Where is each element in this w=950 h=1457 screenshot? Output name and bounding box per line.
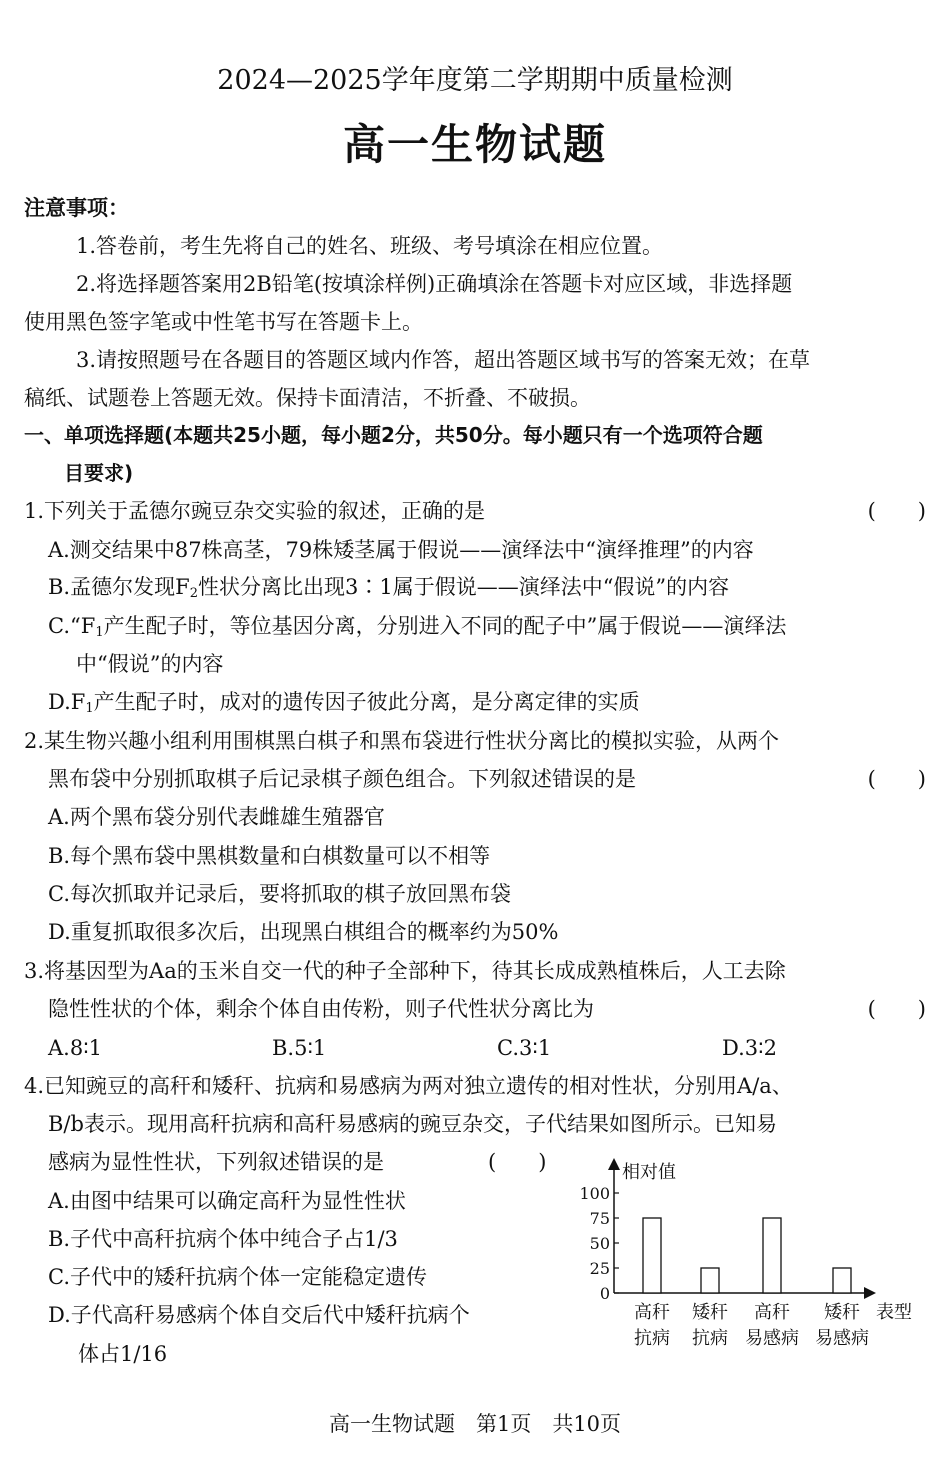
y-tick-label: 50 xyxy=(589,1234,610,1253)
category-label-group xyxy=(634,1302,869,1349)
y-tick-label: 25 xyxy=(589,1259,610,1278)
q1-option-c-line-2: 中“假说”的内容 xyxy=(76,652,224,676)
q4-stem-line-1: 4.已知豌豆的高秆和矮秆、抗病和易感病为两对独立遗传的相对性状，分别用A/a、 xyxy=(24,1074,793,1098)
notice-item-3-line-2: 稿纸、试题卷上答题无效。保持卡面清洁，不折叠、不破损。 xyxy=(24,386,591,410)
bar-1 xyxy=(643,1218,661,1293)
q2-stem-line-2: 黑布袋中分别抓取棋子后记录棋子颜色组合。下列叙述错误的是 xyxy=(48,767,636,791)
q2-stem-line-1: 2.某生物兴趣小组利用围棋黑白棋子和黑布袋进行性状分离比的模拟实验，从两个 xyxy=(24,729,780,753)
page-title: 高一生物试题 xyxy=(342,120,607,169)
q4-option-d-line-1: D.子代高秆易感病个体自交后代中矮秆抗病个 xyxy=(48,1303,470,1327)
q1-option-d: $D.F_1$产生配子时，成对的遗传因子彼此分离，是分离定律的实质 xyxy=(48,690,640,716)
q1-stem: 1.下列关于孟德尔豌豆杂交实验的叙述，正确的是 xyxy=(24,499,486,523)
category-label-line-2: 易感病 xyxy=(745,1328,799,1349)
notice-heading: 注意事项： xyxy=(24,196,129,220)
q1-answer-paren: ( ) xyxy=(867,499,926,523)
y-tick-label: 75 xyxy=(589,1209,610,1228)
q3-option-c: C.3∶1 xyxy=(497,1036,552,1060)
category-label-line-2: 易感病 xyxy=(815,1328,869,1349)
exam-name: 2024—2025学年度第二学期期中质量检测 xyxy=(217,65,733,96)
category-label-line-2: 抗病 xyxy=(692,1328,728,1349)
q2-option-c: C.每次抓取并记录后，要将抓取的棋子放回黑布袋 xyxy=(48,882,511,906)
section-1-heading-line-2: 目要求) xyxy=(64,461,134,485)
q2-answer-paren: ( ) xyxy=(867,767,926,791)
q3-answer-paren: ( ) xyxy=(867,997,926,1021)
page-footer: 高一生物试题 第1页 共10页 xyxy=(328,1412,622,1436)
notice-item-3-line-1: 3.请按照题号在各题目的答题区域内作答，超出答题区域书写的答案无效；在草 xyxy=(76,348,811,372)
q4-option-d-line-2: 体占1/16 xyxy=(78,1342,168,1366)
q3-option-a: A.8∶1 xyxy=(48,1036,103,1060)
q4-option-b: B.子代中高秆抗病个体中纯合子占1/3 xyxy=(48,1227,398,1251)
category-label-line-1: 高秆 xyxy=(634,1302,670,1323)
q4-option-c: C.子代中的矮秆抗病个体一定能稳定遗传 xyxy=(48,1265,427,1289)
bar-2 xyxy=(701,1268,719,1293)
q1-option-b: B.孟德尔发现$F_2$性状分离比出现3∶1属于假说——演绎法中“假说”的内容 xyxy=(48,575,730,601)
q3-stem-line-2: 隐性性状的个体，剩余个体自由传粉，则子代性状分离比为 xyxy=(48,997,594,1021)
bar-3 xyxy=(763,1218,781,1293)
q4-answer-paren: ( ) xyxy=(488,1150,547,1174)
y-tick-label: 0 xyxy=(599,1284,610,1303)
y-tick-group xyxy=(579,1184,619,1303)
notice-item-2-line-1: 2.将选择题答案用2B铅笔(按填涂样例)正确填涂在答题卡对应区域，非选择题 xyxy=(76,272,793,296)
category-label-line-2: 抗病 xyxy=(634,1328,670,1349)
notice-item-1: 1.答卷前，考生先将自己的姓名、班级、考号填涂在相应位置。 xyxy=(76,234,664,258)
x-axis-label: 表型 xyxy=(876,1302,912,1323)
q2-option-b: B.每个黑布袋中黑棋数量和白棋数量可以不相等 xyxy=(48,844,491,868)
q2-option-a: A.两个黑布袋分别代表雌雄生殖器官 xyxy=(48,805,385,829)
y-tick-label: 100 xyxy=(579,1184,610,1203)
q1-option-c: $C.“F_1$产生配子时，等位基因分离，分别进入不同的配子中”属于假说——演绎法 xyxy=(48,614,787,640)
q4-stem-line-2: B/b表示。现用高秆抗病和高秆易感病的豌豆杂交，子代结果如图所示。已知易 xyxy=(48,1112,777,1136)
category-label-line-1: 矮秆 xyxy=(692,1302,728,1323)
q2-option-d: D.重复抓取很多次后，出现黑白棋组合的概率约为50% xyxy=(48,920,559,944)
bar-group xyxy=(643,1218,851,1293)
category-label-line-1: 高秆 xyxy=(754,1302,790,1323)
q1-option-a: A.测交结果中87株高茎，79株矮茎属于假说——演绎法中“演绎推理”的内容 xyxy=(48,538,754,562)
category-label-line-1: 矮秆 xyxy=(824,1302,860,1323)
q3-option-b: B.5∶1 xyxy=(272,1036,327,1060)
notice-item-2-line-2: 使用黑色签字笔或中性笔书写在答题卡上。 xyxy=(24,310,423,334)
y-axis-label: 相对值 xyxy=(622,1162,676,1183)
section-1-heading-line-1: 一、单项选择题(本题共25小题，每小题2分，共50分。每小题只有一个选项符合题 xyxy=(24,423,763,447)
q3-stem-line-1: 3.将基因型为Aa的玉米自交一代的种子全部种下，待其长成成熟植株后，人工去除 xyxy=(24,959,786,983)
q3-option-d: D.3∶2 xyxy=(722,1036,777,1060)
q4-option-a: A.由图中结果可以确定高秆为显性性状 xyxy=(48,1189,406,1213)
phenotype-bar-chart xyxy=(570,1150,930,1360)
q4-stem-line-3: 感病为显性性状，下列叙述错误的是 xyxy=(48,1150,384,1174)
bar-4 xyxy=(833,1268,851,1293)
